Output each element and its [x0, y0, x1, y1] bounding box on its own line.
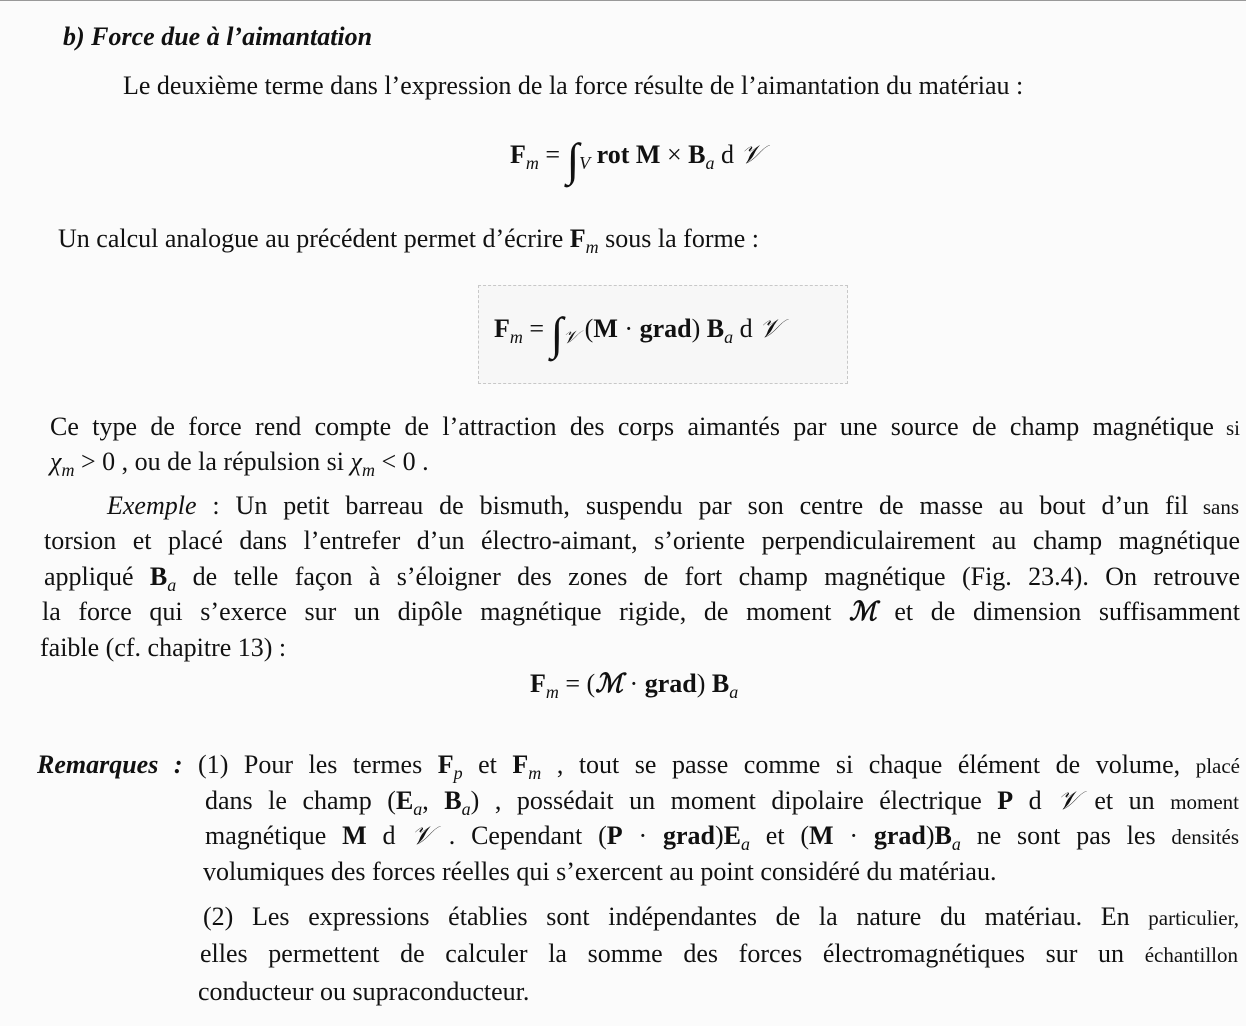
text-segment: p [453, 763, 463, 783]
text-segment: , tout se passe comme si chaque élément de volume, [541, 750, 1196, 779]
text-segment: m [61, 460, 75, 480]
text-segment: E [395, 786, 414, 815]
text-segment: et de dimension suffisamment [876, 597, 1240, 626]
text-segment: et [462, 750, 513, 779]
text-segment: sans [1188, 495, 1239, 519]
text-segment: m [525, 153, 539, 173]
text-line-rem-4 [203, 857, 996, 887]
text-segment: B [711, 669, 730, 698]
text-segment: d [714, 140, 741, 169]
text-segment: E [723, 821, 741, 850]
text-segment: · [622, 821, 663, 850]
page-top-border [0, 0, 1246, 1]
text-segment: = [522, 314, 551, 343]
text-segment: si [1213, 416, 1240, 440]
text-segment: grad [662, 821, 715, 850]
text-line-ex-3 [44, 562, 1240, 600]
text-segment: B [706, 314, 725, 343]
text-segment: M [809, 821, 834, 850]
text-line-type-1 [50, 412, 1240, 443]
text-line-rem-6 [200, 939, 1238, 970]
text-segment: M [342, 821, 367, 850]
text-segment: m [545, 682, 559, 702]
text-segment: de telle façon à s’éloigner des zones de fort champ magnétique (Fig. 23.4). On retrouve [176, 562, 1240, 591]
text-segment: placé [1195, 754, 1240, 778]
text-segment: , [422, 786, 445, 815]
text-segment: d [733, 314, 760, 343]
text-segment: a [951, 834, 961, 854]
text-segment: et un [1078, 786, 1171, 815]
text-segment: conducteur ou supraconducteur. [198, 977, 530, 1006]
text-segment: P [997, 786, 1014, 815]
text-segment: m [509, 327, 523, 347]
text-segment: : Un petit barreau de bismuth, suspendu par son centre de masse au bout d’un fil [196, 491, 1189, 520]
text-segment: M [593, 314, 618, 343]
text-segment: Ce type de force rend compte de l’attraction des corps aimantés par une source de champ magnétique [50, 412, 1214, 441]
text-segment: grad [644, 669, 697, 698]
text-segment: < 0 . [374, 447, 429, 476]
text-segment: B [688, 140, 706, 169]
text-segment: 𝒱 [759, 314, 781, 343]
text-segment: ne sont pas les [960, 821, 1172, 850]
text-segment: ℳ [595, 669, 624, 698]
text-segment: ) , possédait un moment dipolaire électrique [470, 786, 998, 815]
text-line-rem-7 [198, 977, 529, 1007]
text-segment: B [444, 786, 462, 815]
text-segment: a [724, 327, 734, 347]
text-segment: F [494, 314, 510, 343]
text-line-ex-4 [42, 597, 1240, 627]
text-segment: rot M [590, 140, 661, 169]
text-segment: a [740, 834, 750, 854]
text-segment: et ( [749, 821, 810, 850]
text-segment: ( [578, 314, 594, 343]
text-segment: F [512, 750, 529, 779]
text-segment: Un calcul analogue au précédent permet d’écrire [58, 224, 570, 253]
text-segment: Exemple [107, 491, 197, 520]
text-segment: particulier, [1148, 906, 1239, 930]
text-segment: dans le champ ( [205, 786, 396, 815]
text-segment: 𝒱 [740, 140, 763, 169]
text-segment: × [660, 140, 689, 169]
section-heading: b) Force due à l’aimantation [63, 22, 373, 51]
text-segment: F [437, 750, 454, 779]
text-segment: B [149, 562, 168, 591]
text-line-rem-1 [37, 750, 1240, 788]
text-segment: m [361, 460, 375, 480]
text-line-intro [123, 71, 1023, 101]
text-segment: la force qui s’exerce sur un dipôle magnétique rigide, de moment [42, 597, 849, 626]
text-segment: · [617, 314, 640, 343]
equation-eq-rot [510, 134, 763, 185]
text-segment: 𝒱 [1057, 786, 1079, 815]
text-segment: moment [1170, 790, 1240, 814]
text-line-ex-2 [44, 526, 1240, 556]
text-segment: torsion et placé dans l’entrefer d’un électro-aimant, s’oriente perpendiculairement au champ magnétique [44, 526, 1240, 555]
text-segment: ) [691, 314, 707, 343]
text-segment: (1) Pour les termes [182, 750, 438, 779]
text-segment: ) [714, 821, 724, 850]
text-segment: grad [639, 314, 692, 343]
text-line-rem-2 [205, 786, 1239, 824]
text-segment: χ [50, 447, 62, 476]
text-line-ex-5 [40, 633, 286, 663]
equation-eq-dipole [530, 669, 738, 707]
equation-eq-grad [494, 308, 781, 359]
text-segment: Remarques : [37, 750, 183, 779]
text-line-ex-1 [107, 491, 1239, 522]
text-segment: V [579, 153, 591, 173]
text-segment: d [366, 821, 412, 850]
text-segment: échantillon [1144, 943, 1238, 967]
text-segment: d [1013, 786, 1058, 815]
text-segment: ) [696, 669, 712, 698]
text-segment: grad [873, 821, 926, 850]
text-segment: = [538, 140, 567, 169]
text-segment: = ( [558, 669, 596, 698]
integral-sign: ∫ [566, 134, 580, 185]
text-segment: Le deuxième terme dans l’expression de la force résulte de l’aimantation du matériau : [123, 71, 1024, 100]
text-line-calcul [58, 224, 759, 262]
text-segment: sous la forme : [598, 224, 759, 253]
text-segment: F [530, 669, 546, 698]
text-segment: densités [1171, 825, 1240, 849]
text-segment: 𝒱 [563, 327, 579, 347]
text-segment: a [413, 799, 423, 819]
text-segment: m [585, 237, 599, 257]
text-segment: elles permettent de calculer la somme des forces électromagnétiques sur un [200, 939, 1145, 968]
text-segment: faible (cf. chapitre 13) : [40, 633, 287, 662]
text-line-rem-5 [203, 902, 1239, 933]
text-segment: m [528, 763, 542, 783]
text-segment: · [833, 821, 874, 850]
text-segment: a [461, 799, 471, 819]
text-segment: P [606, 821, 623, 850]
text-segment: ℳ [848, 597, 877, 626]
text-segment: χ [350, 447, 362, 476]
text-segment: B [934, 821, 952, 850]
text-line-type-2 [50, 447, 429, 485]
text-segment: a [167, 575, 177, 595]
text-segment: . Cependant ( [432, 821, 607, 850]
text-segment: F [569, 224, 586, 253]
text-segment: a [705, 153, 715, 173]
text-segment: volumiques des forces réelles qui s’exercent au point considéré du matériau. [203, 857, 997, 886]
text-segment: F [510, 140, 526, 169]
text-segment: a [729, 682, 739, 702]
text-segment: (2) Les expressions établies sont indépendantes de la nature du matériau. En [203, 902, 1149, 931]
text-segment: · [623, 669, 645, 698]
integral-sign: ∫ [550, 308, 564, 359]
text-segment: > 0 , ou de la répulsion si [74, 447, 351, 476]
text-segment: magnétique [205, 821, 343, 850]
text-line-rem-3 [205, 821, 1239, 859]
text-segment: appliqué [44, 562, 150, 591]
text-segment: 𝒱 [411, 821, 433, 850]
text-segment: ) [925, 821, 935, 850]
